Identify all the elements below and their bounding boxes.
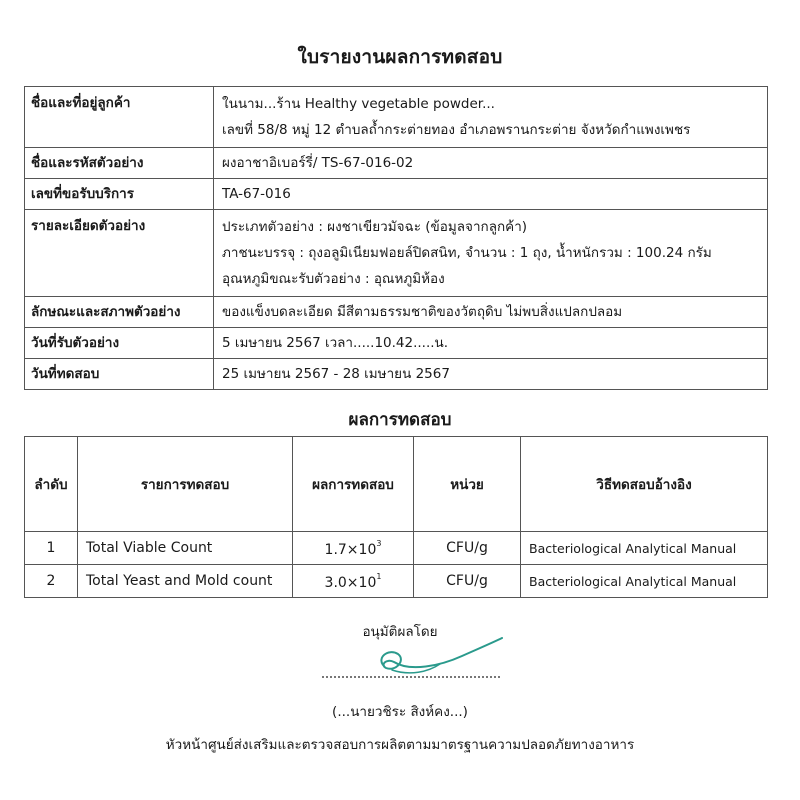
signature-line	[322, 676, 500, 678]
test-result	[293, 565, 414, 598]
detail-temperature: อุณหภูมิขณะรับตัวอย่าง : อุณหภูมิห้อง	[222, 271, 445, 287]
detail-row	[25, 210, 768, 297]
customer-name: ในนาม...ร้าน Healthy vegetable powder...	[222, 96, 495, 112]
detail-label: รายละเอียดตัวอย่าง	[25, 210, 214, 297]
signer-name: (...นายวชิระ สิงห์คง...)	[332, 704, 468, 720]
test-method: Bacteriological Analytical Manual	[521, 565, 768, 598]
column-header-result: ผลการทดสอบ	[293, 437, 414, 532]
customer-row	[25, 87, 768, 148]
received-label: วันที่รับตัวอย่าง	[25, 328, 214, 359]
tested-row	[25, 359, 768, 390]
tested-value: 25 เมษายน 2567 - 28 เมษายน 2567	[214, 359, 768, 390]
results-heading: ผลการทดสอบ	[348, 410, 452, 430]
service-row	[25, 179, 768, 210]
test-item: Total Yeast and Mold count	[78, 565, 293, 598]
column-header-item: รายการทดสอบ	[78, 437, 293, 532]
received-value: 5 เมษายน 2567 เวลา.....10.42.....น.	[214, 328, 768, 359]
character-row	[25, 297, 768, 328]
detail-type: ประเภทตัวอย่าง : ผงชาเขียวมัจฉะ (ข้อมูลจากลูกค้า)	[222, 219, 528, 235]
service-label: เลขที่ขอรับบริการ	[25, 179, 214, 210]
result-exponent: 1	[376, 571, 382, 581]
service-value: TA-67-016	[214, 179, 768, 210]
results-header-row	[25, 437, 768, 532]
result-mantissa: 3.0×10	[324, 574, 377, 591]
sample-value: ผงอาชาอิเบอร์รี่/ TS-67-016-02	[214, 148, 768, 179]
sample-info-table	[24, 86, 768, 390]
column-header-method: วิธีทดสอบอ้างอิง	[521, 437, 768, 532]
column-header-unit: หน่วย	[414, 437, 521, 532]
results-table	[24, 436, 768, 598]
test-unit: CFU/g	[414, 565, 521, 598]
received-row	[25, 328, 768, 359]
test-method: Bacteriological Analytical Manual	[521, 532, 768, 565]
row-number: 2	[25, 565, 78, 598]
result-mantissa: 1.7×10	[324, 541, 377, 558]
column-header-no: ลำดับ	[25, 437, 78, 532]
result-exponent: 3	[376, 538, 382, 548]
customer-address: เลขที่ 58/8 หมู่ 12 ตำบลถ้ำกระต่ายทอง อำเภอพรานกระต่าย จังหวัดกำแพงเพชร	[222, 122, 691, 138]
row-number: 1	[25, 532, 78, 565]
sample-label: ชื่อและรหัสตัวอย่าง	[25, 148, 214, 179]
detail-container: ภาชนะบรรจุ : ถุงอลูมิเนียมฟอยล์ปิดสนิท, จำนวน : 1 ถุง, น้ำหนักรวม : 100.24 กรัม	[222, 245, 712, 261]
detail-value	[214, 210, 768, 297]
report-title: ใบรายงานผลการทดสอบ	[297, 46, 503, 68]
character-label: ลักษณะและสภาพตัวอย่าง	[25, 297, 214, 328]
test-item: Total Viable Count	[78, 532, 293, 565]
test-result	[293, 532, 414, 565]
test-unit: CFU/g	[414, 532, 521, 565]
sample-row	[25, 148, 768, 179]
table-row	[25, 565, 768, 598]
approval-label: อนุมัติผลโดย	[362, 624, 438, 640]
tested-label: วันที่ทดสอบ	[25, 359, 214, 390]
table-row	[25, 532, 768, 565]
customer-label: ชื่อและที่อยู่ลูกค้า	[25, 87, 214, 148]
character-value: ของแข็งบดละเอียด มีสีตามธรรมชาติของวัตถุดิบ ไม่พบสิ่งแปลกปลอม	[214, 297, 768, 328]
signer-position: หัวหน้าศูนย์ส่งเสริมและตรวจสอบการผลิตตามมาตรฐานความปลอดภัยทางอาหาร	[165, 737, 635, 753]
customer-value	[214, 87, 768, 148]
